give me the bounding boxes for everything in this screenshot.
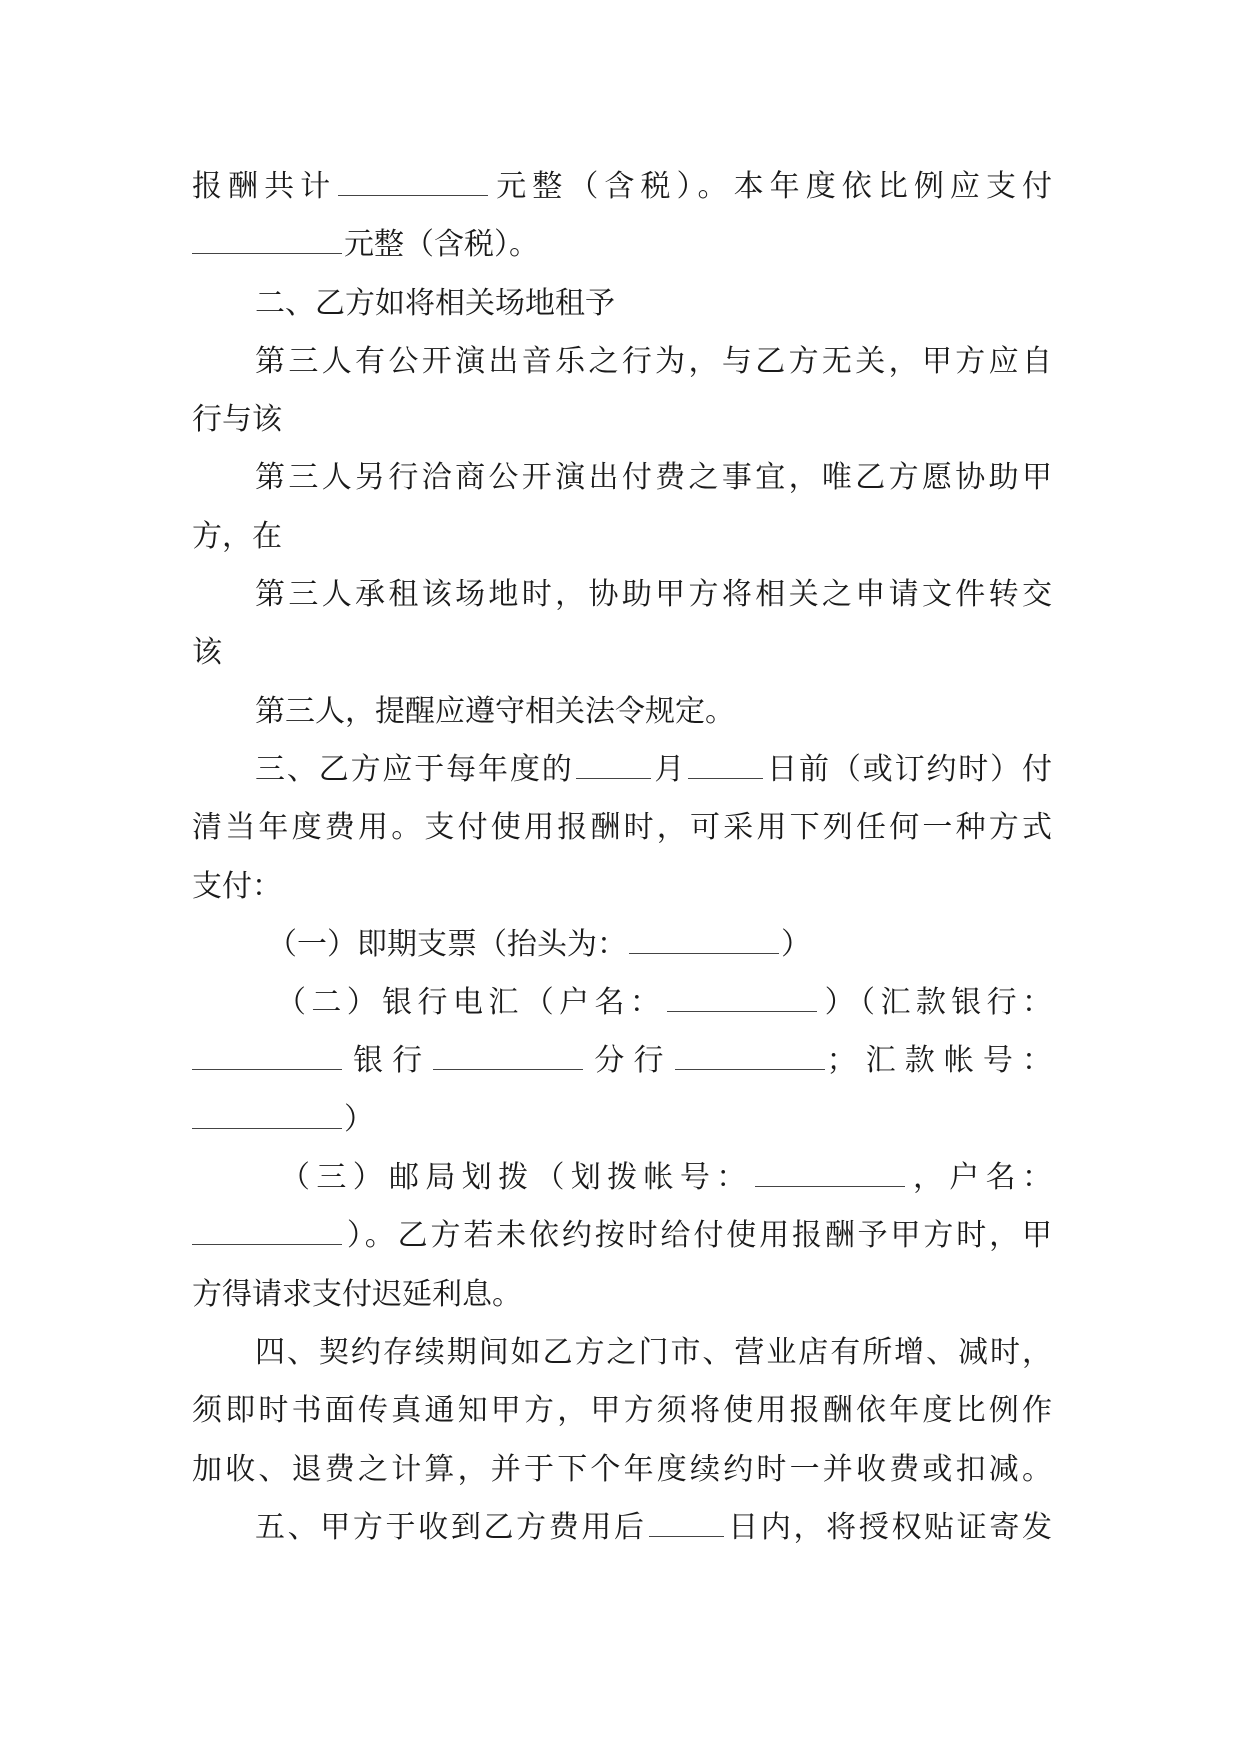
- paragraph-line: 行与该: [192, 402, 282, 438]
- fill-blank-account-number[interactable]: [192, 1096, 342, 1129]
- fill-blank[interactable]: [192, 222, 342, 255]
- fill-blank-payee[interactable]: [629, 921, 779, 954]
- text-span: ）。乙方若未依约按时给付使用报酬予甲方时，甲: [344, 1218, 1052, 1254]
- text-span: 五、甲方于收到乙方费用后: [255, 1509, 647, 1545]
- fill-blank-branch[interactable]: [433, 1038, 583, 1071]
- fill-blank-bank[interactable]: [192, 1038, 342, 1071]
- fill-blank-account-name[interactable]: [667, 980, 817, 1013]
- document-body: [192, 158, 1052, 1557]
- fill-blank-month[interactable]: [576, 746, 651, 779]
- text-span: 元整（含税）。本年度依比例应支付: [490, 169, 1053, 204]
- paragraph-line: [192, 1499, 1052, 1557]
- paragraph-line: [192, 1207, 1052, 1265]
- paragraph-line: 第三人有公开演出音乐之行为，与乙方无关，甲方应自: [255, 343, 1052, 379]
- text-span: （二）银行电汇（户名：: [276, 985, 666, 1021]
- fill-blank-transfer-account[interactable]: [755, 1155, 905, 1188]
- text-span: ）: [781, 926, 811, 962]
- fill-blank-branch-name[interactable]: [675, 1038, 825, 1071]
- paragraph-line: 二、乙方如将相关场地租予: [255, 285, 615, 321]
- text-span: ）: [344, 1101, 374, 1137]
- text-span: 分行: [585, 1043, 673, 1079]
- paragraph-line: 四、契约存续期间如乙方之门市、营业店有所增、减时，: [255, 1334, 1052, 1370]
- paragraph-line: 第三人承租该场地时，协助甲方将相关之申请文件转交: [255, 577, 1052, 613]
- fill-blank[interactable]: [338, 164, 488, 197]
- text-span: 日内，将授权贴证寄发: [725, 1509, 1053, 1545]
- paragraph-line: 支付：: [192, 868, 282, 904]
- text-span: ，户名：: [906, 1160, 1053, 1196]
- paragraph-line: 该: [192, 635, 222, 671]
- paragraph-line: 方得请求支付迟延利息。: [192, 1276, 522, 1312]
- text-span: 日前（或订约时）付: [765, 751, 1053, 787]
- paragraph-line: 清当年度费用。支付使用报酬时，可采用下列任何一种方式: [192, 810, 1052, 846]
- paragraph-line: [192, 1032, 1052, 1090]
- paragraph-line: [192, 741, 1052, 799]
- fill-blank-days[interactable]: [649, 1504, 724, 1537]
- text-span: ）（汇款银行：: [819, 985, 1053, 1021]
- text-span: 报酬共计: [192, 169, 337, 204]
- text-span: （三）邮局划拨（划拨帐号：: [280, 1160, 753, 1196]
- text-span: ；汇款帐号：: [826, 1043, 1053, 1079]
- fill-blank-day[interactable]: [688, 746, 763, 779]
- paragraph-line: 须即时书面传真通知甲方，甲方须将使用报酬依年度比例作: [192, 1393, 1052, 1429]
- paragraph-line: 加收、退费之计算，并于下个年度续约时一并收费或扣减。: [192, 1451, 1052, 1487]
- paragraph-line: [192, 916, 1052, 974]
- text-span: 三、乙方应于每年度的: [255, 751, 574, 787]
- text-span: 银行: [344, 1043, 432, 1079]
- paragraph-line: [192, 974, 1052, 1032]
- text-span: 月: [652, 751, 687, 787]
- fill-blank-transfer-name[interactable]: [192, 1213, 342, 1246]
- paragraph-line: [192, 158, 1052, 216]
- paragraph-line: [192, 1091, 1052, 1149]
- paragraph-line: [192, 1149, 1052, 1207]
- paragraph-line: 第三人，提醒应遵守相关法令规定。: [255, 693, 735, 729]
- paragraph-line: [192, 216, 1052, 274]
- text-span: 元整（含税）。: [344, 227, 539, 263]
- paragraph-line: 第三人另行洽商公开演出付费之事宜，唯乙方愿协助甲: [255, 460, 1052, 496]
- paragraph-line: 方，在: [192, 518, 282, 554]
- text-span: （一）即期支票（抬头为：: [267, 926, 627, 962]
